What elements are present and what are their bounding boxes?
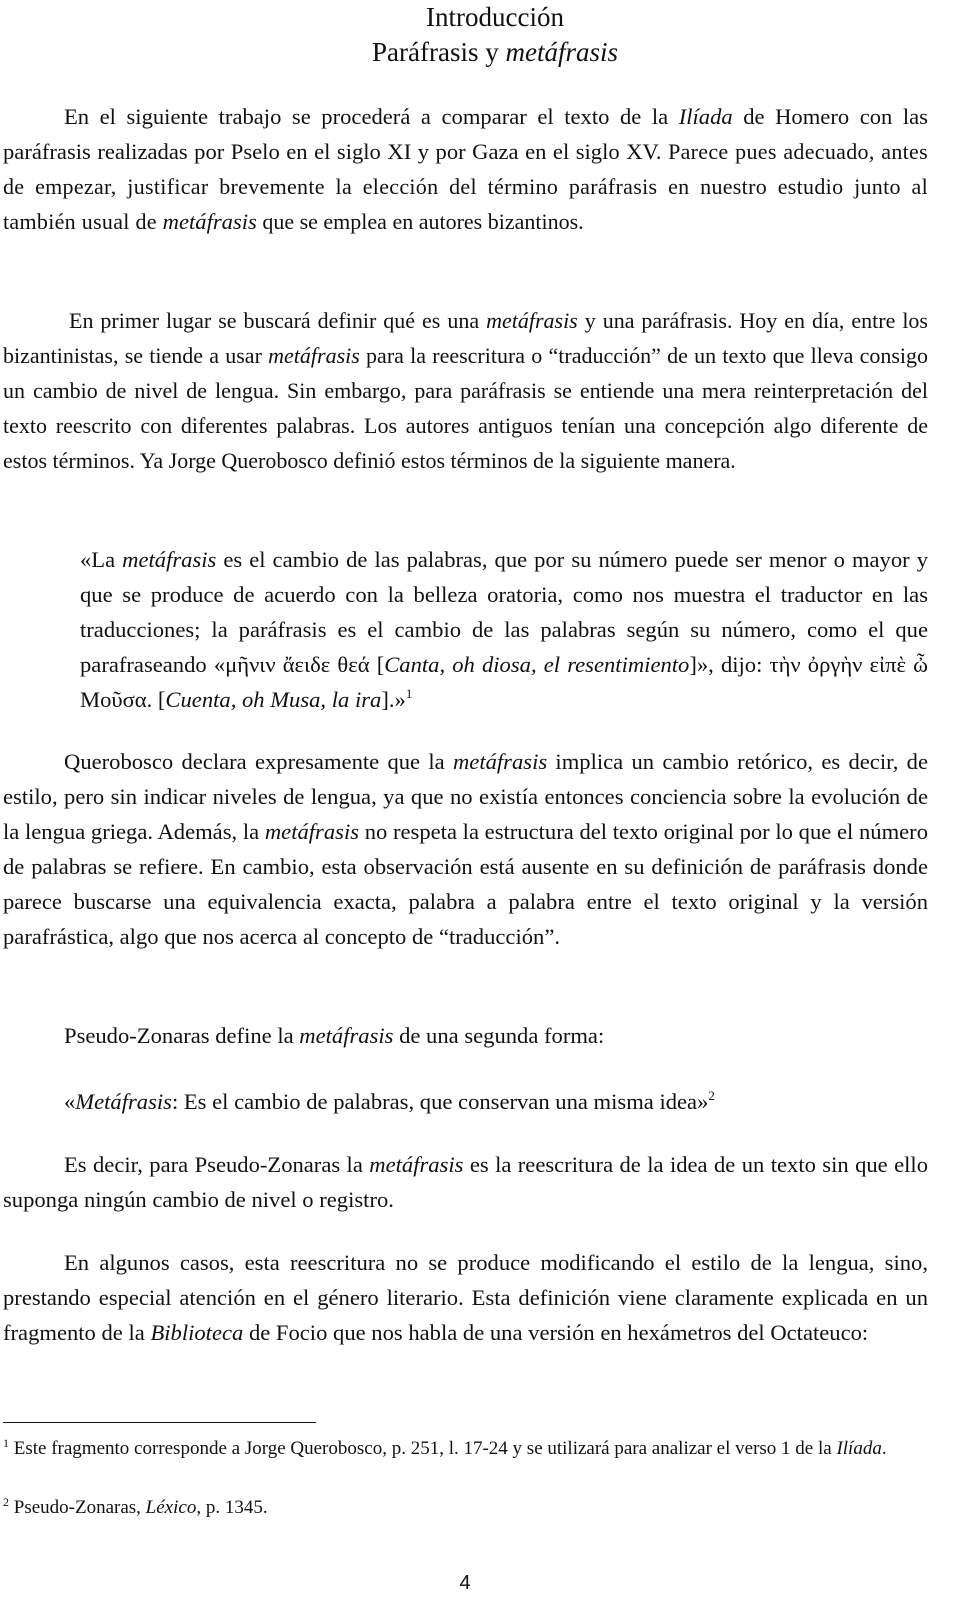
footnote-2: $^2$ Pseudo-Zonaras, Léxico, p. 1345. [3, 1495, 268, 1518]
footnote-ref-1[interactable]: 1 [405, 686, 413, 701]
paragraph-3: Querobosco declara expresamente que la metáfrasis implica un cambio retórico, es decir, de estilo, pero sin indicar niveles de lengua, ya que no existía entonces conciencia sobre la evolución de la lengua griega. Además, la metáfrasis no respeta la estructura del texto original por lo que el número de palabras se refiere. En cambio, esta observación está ausente en su definición de paráfrasis donde parece buscarse una equivalencia exacta, palabra a palabra entre el texto original y la versión parafrástica, algo que nos acerca al concepto de “traducción”. [3, 749, 928, 949]
paragraph-1: En el siguiente trabajo se procederá a comparar el texto de la Ilíada de Homero con las paráfrasis realizadas por Pselo en el siglo XI y por Gaza en el siglo XV. Parece pues adecuado, antes de empezar, justificar brevemente la elección del término paráfrasis en nuestro estudio junto al también usual de metáfrasis que se emplea en autores bizantinos. [3, 104, 928, 234]
footnote-separator [3, 1422, 316, 1423]
paragraph-2: En primer lugar se buscará definir qué es una metáfrasis y una paráfrasis. Hoy en día, entre los bizantinistas, se tiende a usar metáfrasis para la reescritura o “traducción” de un texto que lleva consigo un cambio de nivel de lengua. Sin embargo, para paráfrasis se entiende una mera reinterpretación del texto reescrito con diferentes palabras. Los autores antiguos tenían una concepción algo diferente de estos términos. Ya Jorge Querobosco definió estos términos de la siguiente manera. [3, 308, 929, 473]
page-number: 4 [459, 1572, 471, 1594]
chapter-subtitle: Paráfrasis y metáfrasis [372, 37, 618, 67]
footnote-ref-2[interactable]: 2 [708, 1088, 715, 1103]
block-quote-querobosco: «La metáfrasis es el cambio de las palabras, que por su número puede ser menor o mayor y que se produce de acuerdo con la belleza oratoria, como nos muestra el traductor en las traducciones; la paráfrasis es el cambio de las palabras según su número, como el que parafraseando «μῆνιν ἄειδε θεά [Canta, oh diosa, el resentimiento]», dijo: τὴν ὀργὴν εἰπὲ ὦ Μοῦσα. [Cuenta, oh Musa, la ira].»$^1$ [80, 547, 928, 712]
paragraph-5: Es decir, para Pseudo-Zonaras la metáfrasis es la reescritura de la idea de un texto sin que ello suponga ningún cambio de nivel o registro. [3, 1152, 928, 1212]
chapter-title: Introducción [426, 2, 564, 32]
paragraph-6: En algunos casos, esta reescritura no se produce modificando el estilo de la lengua, sino, prestando especial atención en el género literario. Esta definición viene claramente explicada en un fragmento de la Biblioteca de Focio que nos habla de una versión en hexámetros del Octateuco: [3, 1250, 928, 1345]
quote-pseudo-zonaras: «Metáfrasis: Es el cambio de palabras, que conservan una misma idea»$^2$ [64, 1088, 715, 1114]
footnote-1: $^1$ Este fragmento corresponde a Jorge Querobosco, p. 251, l. 17-24 y se utilizará para analizar el verso 1 de la Ilíada. [3, 1436, 887, 1459]
paragraph-4: Pseudo-Zonaras define la metáfrasis de una segunda forma: [64, 1023, 605, 1048]
